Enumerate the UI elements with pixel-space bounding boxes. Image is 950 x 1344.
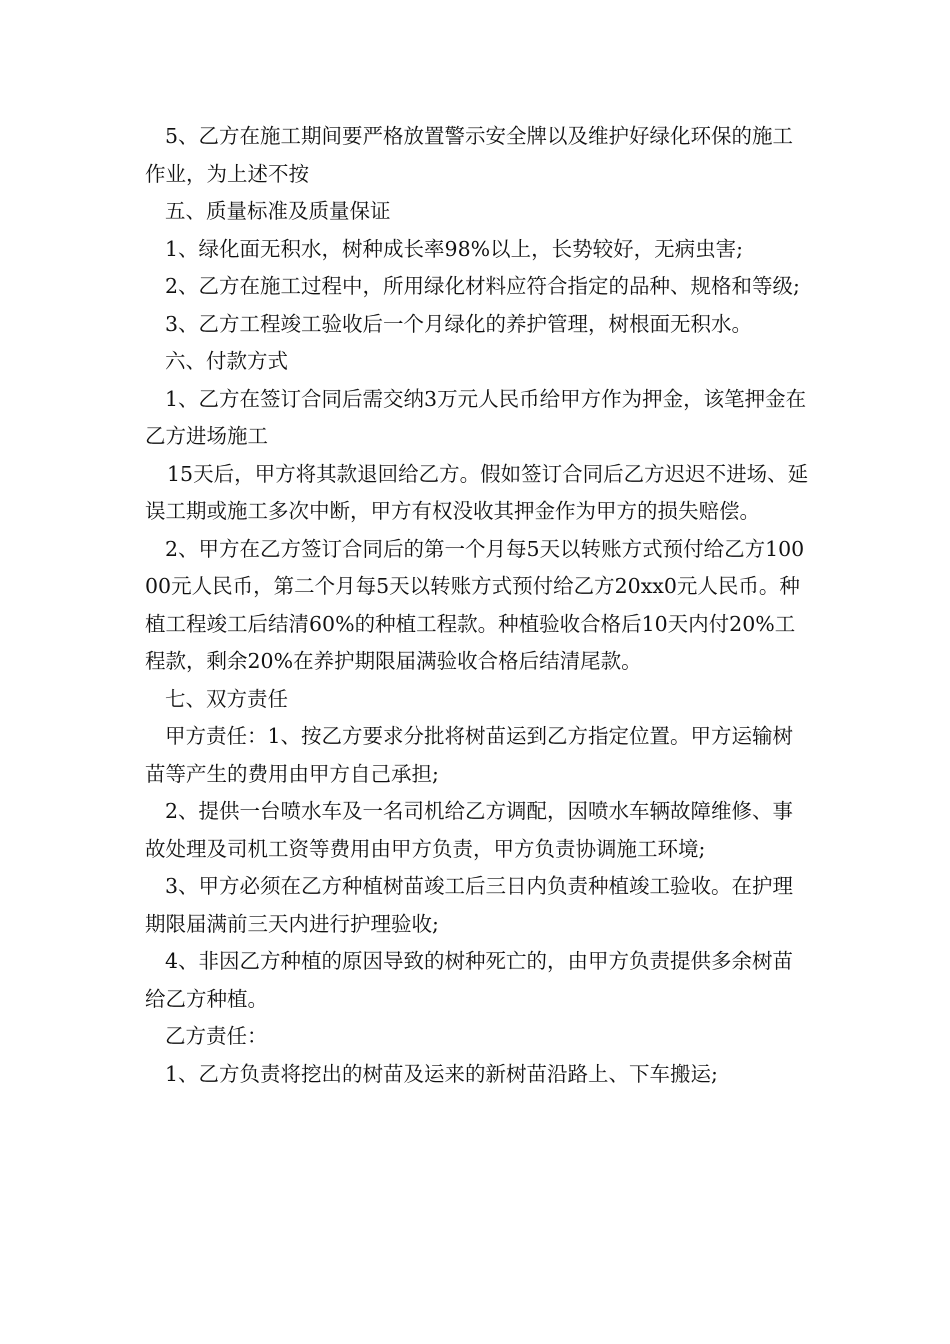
paragraph: 2、甲方在乙方签订合同后的第一个月每5天以转账方式预付给乙方10000元人民币，第二个月每5天以转账方式预付给乙方20xx0元人民币。种植工程竣工后结清60%的种植工程款。种植验收合格后10天内付20%工程款，剩余20%在养护期限届满验收合格后结清尾款。 — [145, 536, 805, 673]
section-heading: 七、双方责任 — [165, 686, 288, 711]
section-heading: 乙方责任： — [165, 1024, 268, 1048]
section-heading: 五、质量标准及质量保证 — [165, 199, 391, 223]
section-heading: 六、付款方式 — [165, 349, 288, 373]
paragraph: 1、绿化面无积水，树种成长率98%以上，长势较好，无病虫害; — [165, 236, 744, 261]
paragraph: 2、提供一台喷水车及一名司机给乙方调配，因喷水车辆故障维修、事故处理及司机工资等费用由甲方负责，甲方负责协调施工环境; — [145, 799, 794, 861]
paragraph: 3、乙方工程竣工验收后一个月绿化的养护管理，树根面无积水。 — [165, 311, 753, 336]
paragraph: 甲方责任：1、按乙方要求分批将树苗运到乙方指定位置。甲方运输树苗等产生的费用由甲方自己承担; — [145, 724, 794, 786]
paragraph: 5、乙方在施工期间要严格放置警示安全牌以及维护好绿化环保的施工作业，为上述不按 — [145, 124, 794, 186]
paragraph: 4、非因乙方种植的原因导致的树种死亡的，由甲方负责提供多余树苗给乙方种植。 — [145, 949, 794, 1011]
paragraph: 1、乙方负责将挖出的树苗及运来的新树苗沿路上、下车搬运; — [165, 1061, 718, 1086]
document-body — [145, 118, 810, 1093]
paragraph: 1、乙方在签订合同后需交纳3万元人民币给甲方作为押金，该笔押金在乙方进场施工 — [145, 386, 807, 448]
paragraph: 15天后，甲方将其款退回给乙方。假如签订合同后乙方迟迟不进场、延误工期或施工多次中断，甲方有权没收其押金作为甲方的损失赔偿。 — [145, 461, 809, 523]
paragraph: 2、乙方在施工过程中，所用绿化材料应符合指定的品种、规格和等级; — [165, 274, 800, 298]
paragraph: 3、甲方必须在乙方种植树苗竣工后三日内负责种植竣工验收。在护理期限届满前三天内进行护理验收; — [145, 874, 794, 936]
